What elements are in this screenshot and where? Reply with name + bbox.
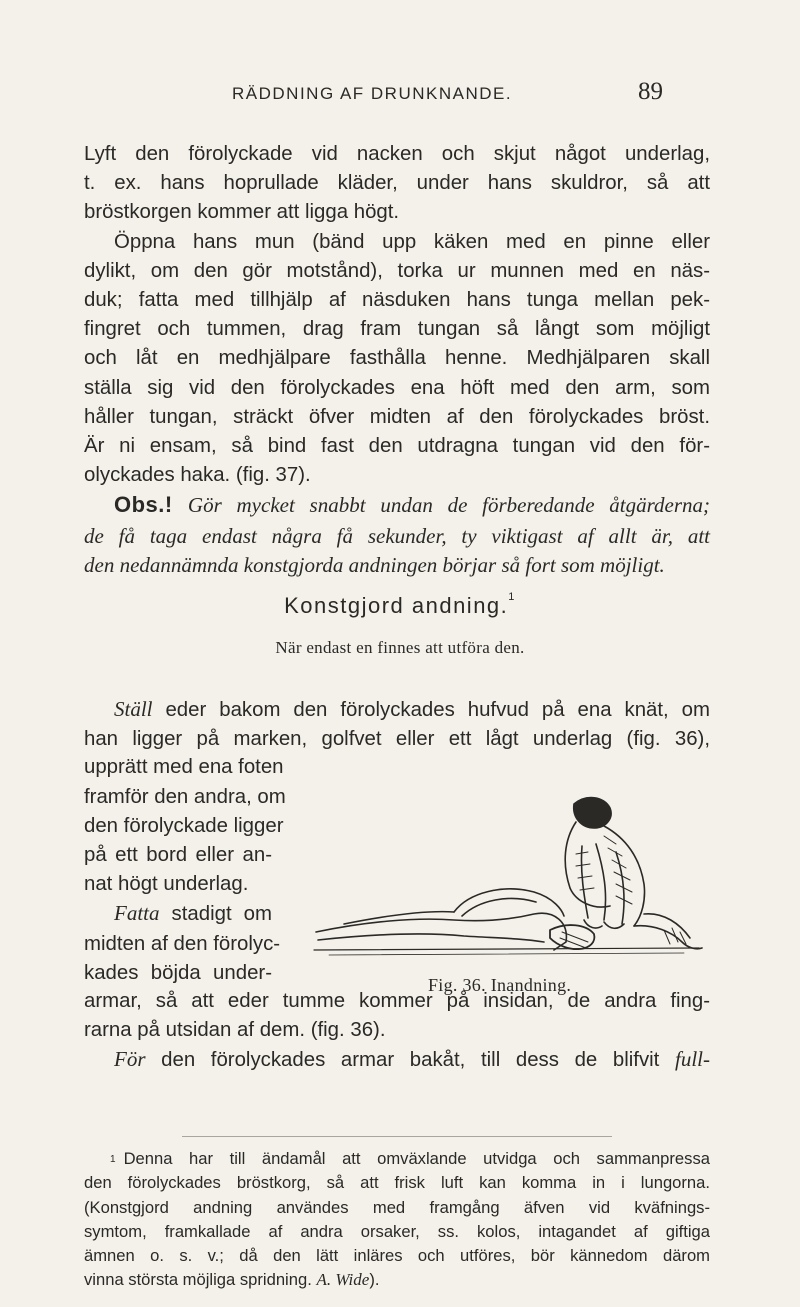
- text-line: Är ni ensam, så bind fast den utdragna tungan vid den för-: [84, 435, 710, 458]
- footnote-line: ämnen o. s. v.; då den lätt inläres och utföres, bör kännedom därom: [84, 1246, 710, 1266]
- figure-illustration-kneeling-rescuer: [304, 792, 716, 972]
- text-line: på ett bord eller an-: [84, 844, 272, 866]
- running-title: RÄDDNING AF DRUNKNANDE.: [232, 84, 513, 103]
- footnote-rule: [182, 1136, 612, 1137]
- footnote-ref: 1: [508, 591, 516, 603]
- text-line: [84, 490, 710, 521]
- text-line: armar, så att eder tumme kommer på insidan, de andra fing-: [84, 990, 710, 1012]
- text-line: den nedannämnda konstgjorda andningen börjar så fort som möjligt.: [84, 552, 665, 577]
- footnote-line: (Konstgjord andning användes med framgång äfven vid kväfnings-: [84, 1197, 710, 1217]
- text-line: nat högt underlag.: [84, 873, 249, 896]
- text-line: midten af den förolyc-: [84, 932, 281, 955]
- text-line: rarna på utsidan af dem. (fig. 36).: [84, 1019, 386, 1042]
- text-line: ställa sig vid den förolyckades ena höft med den arm, som: [84, 376, 710, 399]
- footnote-author: A. Wide: [316, 1270, 370, 1290]
- page-number: 89: [638, 78, 663, 105]
- footnote: [84, 1147, 710, 1293]
- text-line: han ligger på marken, golfvet eller ett lågt underlag (fig. 36),: [84, 728, 710, 751]
- text-line: olyckades haka. (fig. 37).: [84, 464, 311, 487]
- paragraph-obs: [84, 490, 710, 580]
- text-line: duk; fatta med tillhjälp af näsduken hans tunga mellan pek-: [84, 289, 710, 311]
- text-line: kades böjda under-: [84, 961, 272, 984]
- text-line: Öppna hans mun (bänd upp käken med en pinne eller: [114, 230, 710, 253]
- text-line: framför den andra, om: [84, 785, 286, 808]
- text-line: dylikt, om den gör motstånd), torka ur munnen med en näs-: [84, 259, 710, 282]
- narrow-column: [84, 753, 286, 988]
- paragraph-stall: [84, 695, 710, 754]
- text-line: och låt en medhjälpare fasthålla henne. Medhjälparen skall: [84, 347, 710, 370]
- figure-caption: Fig. 36. Inandning.: [428, 975, 572, 995]
- footnote-line: den förolyckades bröstkorg, så att frisk luft kan komma in i lungorna.: [84, 1173, 710, 1193]
- obs-label: Obs.!: [114, 492, 173, 518]
- text-line: de få taga endast några få sekunder, ty viktigast af allt är, att: [84, 523, 710, 548]
- footnote-line: $^1$ Denna har till ändamål att omväxlande utvidga och sammanpressa: [110, 1149, 710, 1168]
- text-line: t. ex. hans hoprullade kläder, under hans skuldror, så att: [84, 172, 710, 195]
- paragraph-lift: [84, 140, 710, 228]
- footnote-line: vinna största möjliga spridning. A. Wide).: [84, 1270, 380, 1290]
- text-line: Fatta stadigt om: [114, 901, 272, 926]
- text-line: Lyft den förolyckade vid nacken och skjut något underlag,: [84, 143, 710, 165]
- text-line: håller tungan, sträckt öfver midten af den förolyckades bröst.: [84, 405, 710, 428]
- footnote-line: symtom, framkallade af andra orsaker, ss. kolos, intagandet af giftiga: [84, 1221, 710, 1241]
- section-subtitle: När endast en finnes att utföra den.: [275, 638, 525, 657]
- text-line: För den förolyckades armar bakåt, till dess de blifvit full-: [114, 1047, 710, 1072]
- text-line: fingret och tummen, drag fram tungan så långt som möjligt: [84, 318, 710, 341]
- text-line: upprätt med ena foten: [84, 756, 284, 779]
- text-line: Ställ eder bakom den förolyckades hufvud på ena knät, om: [114, 697, 710, 721]
- paragraph-open-mouth: [84, 228, 710, 491]
- paragraph-continue: [84, 987, 710, 1076]
- text-line: bröstkorgen kommer att ligga högt.: [84, 201, 400, 224]
- obs-text: Gör mycket snabbt undan de förberedande åtgärderna;: [187, 493, 711, 518]
- footnote-mark: 1: [110, 1154, 116, 1165]
- page-header: [0, 78, 800, 114]
- section-title: Konstgjord andning.$^1$: [284, 591, 516, 618]
- text-line: den förolyckade ligger: [84, 814, 284, 837]
